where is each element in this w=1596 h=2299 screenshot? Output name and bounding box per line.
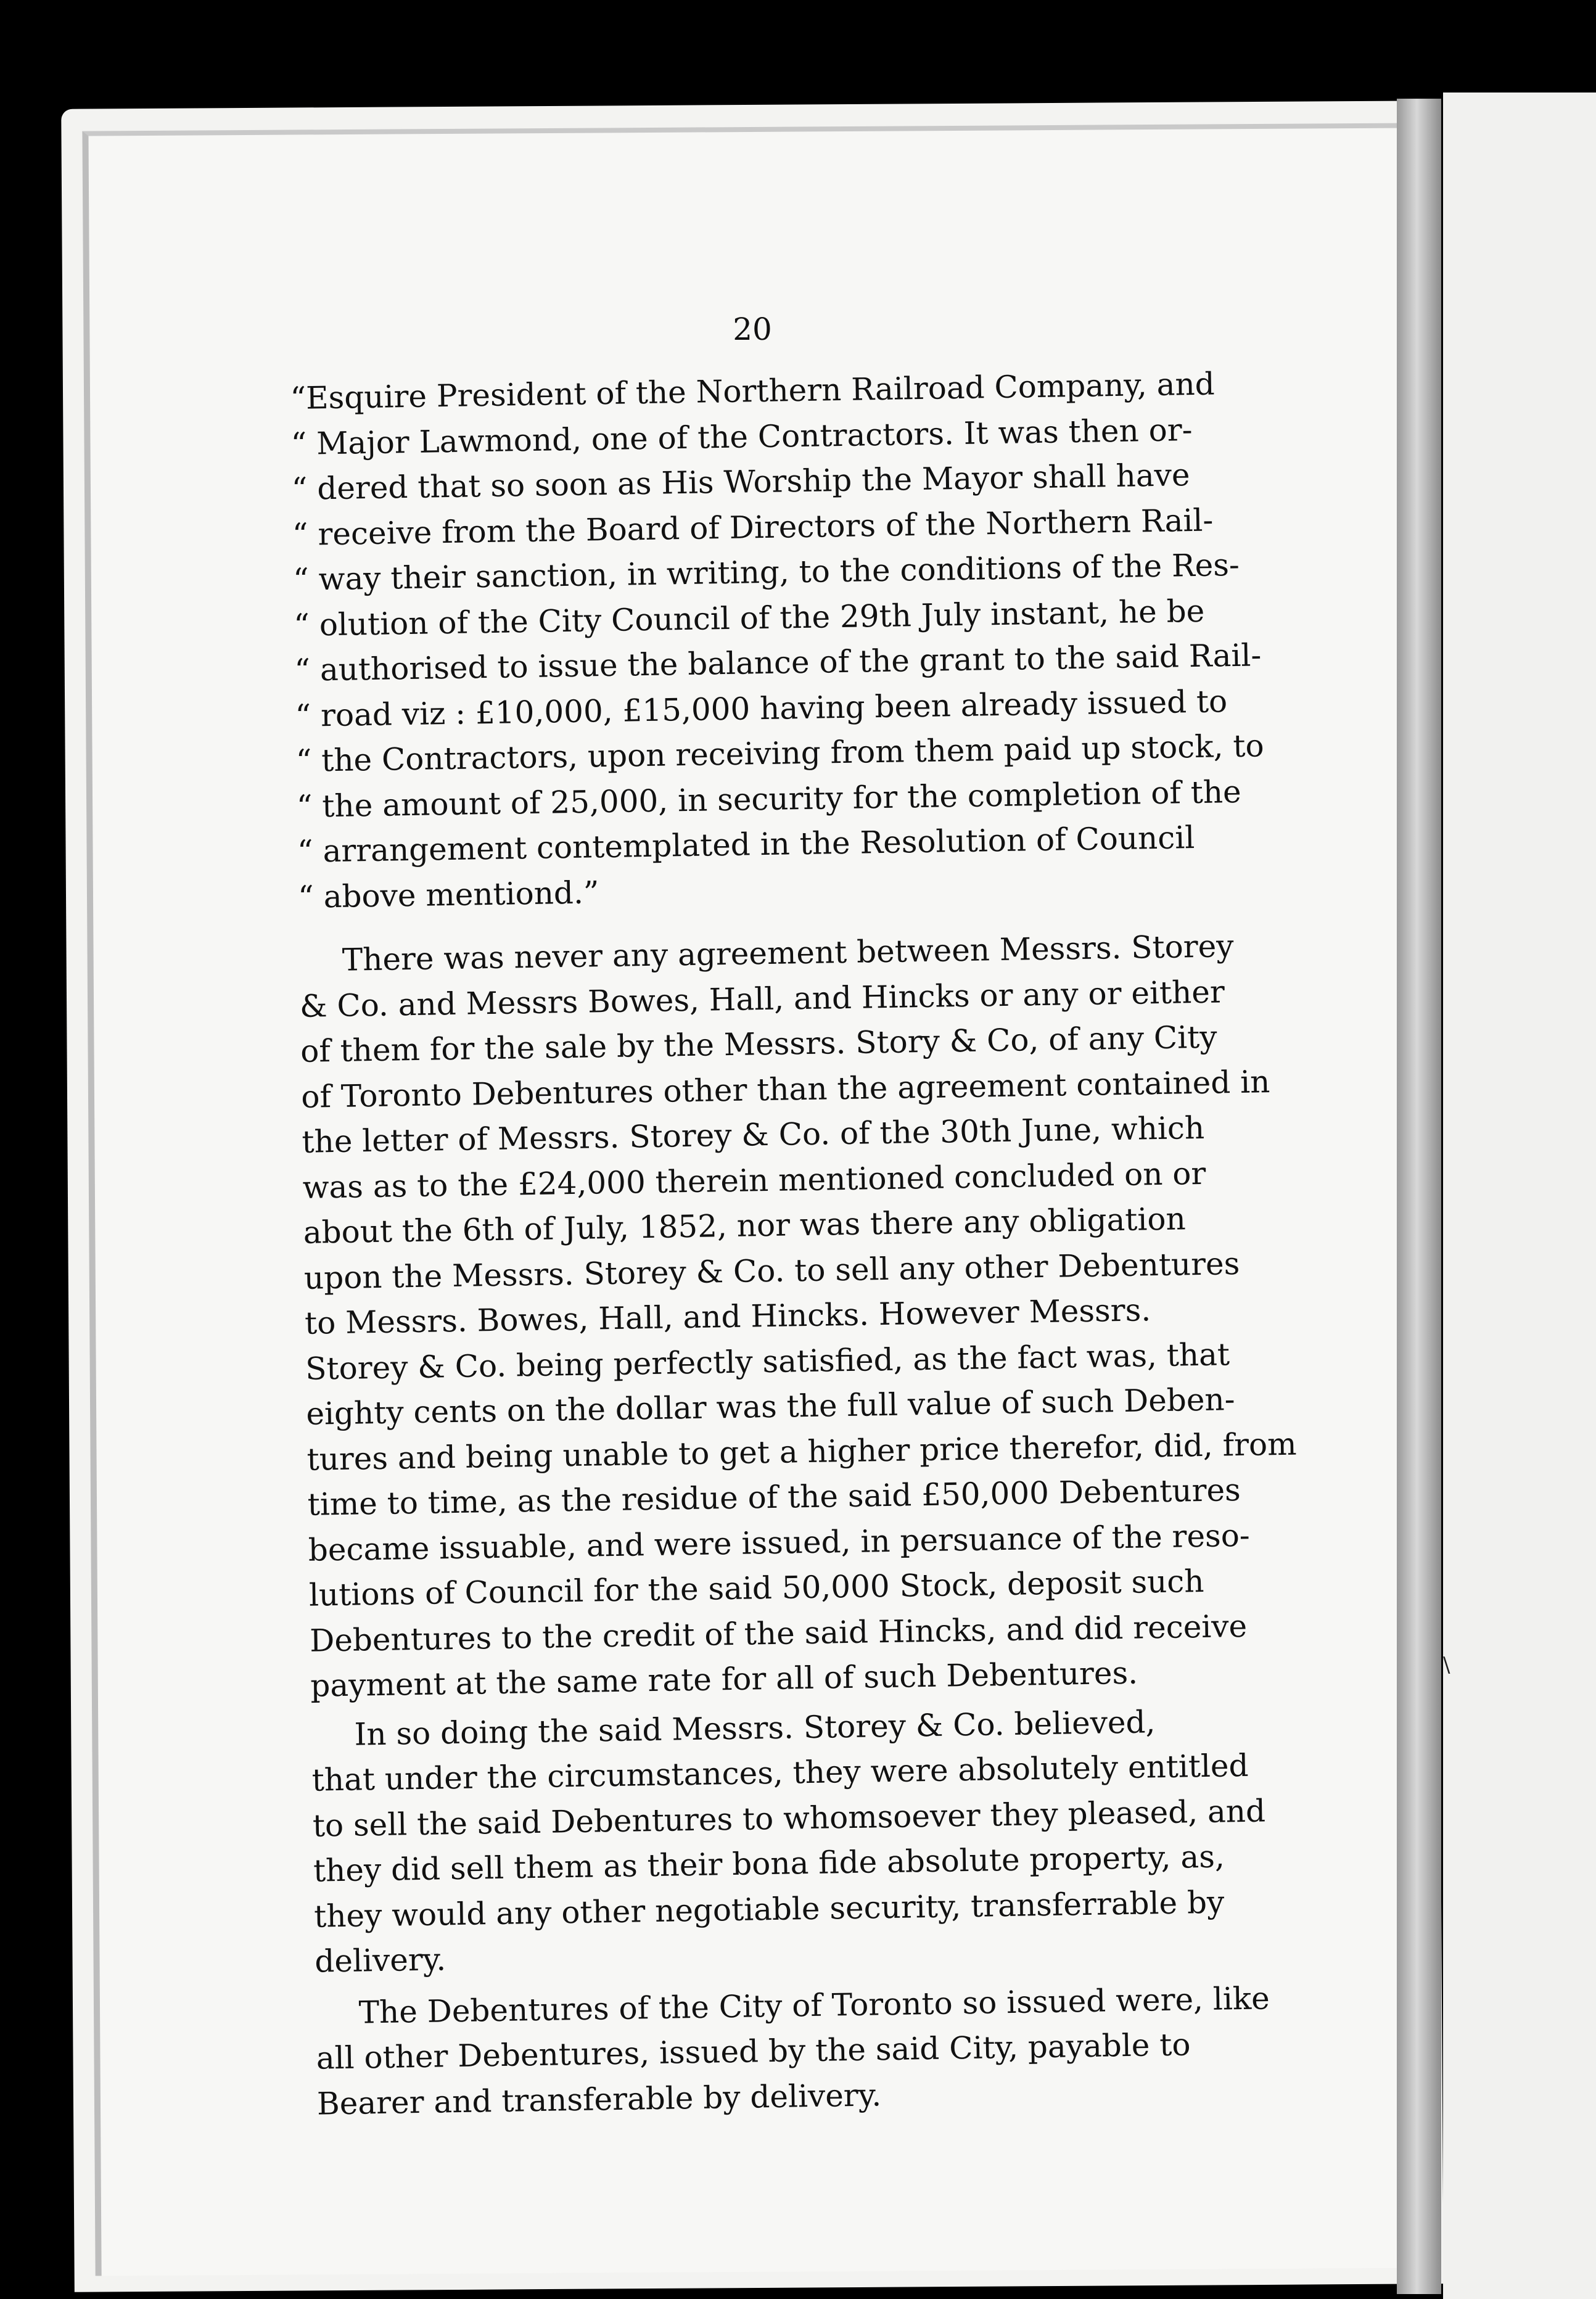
text-line: upon the Messrs. Storey & Co. to sell any other Debentures [303, 1245, 1240, 1296]
text-line: delivery. [314, 1941, 446, 1980]
text-line: all other Debentures, issued by the said City, payable to [316, 2026, 1191, 2076]
text-line: eighty cents on the dollar was the full value of such Deben- [305, 1381, 1235, 1432]
text-line: Bearer and transferable by delivery. [316, 2076, 882, 2122]
text-line: In so doing the said Messrs. Storey & Co. believed, [354, 1703, 1156, 1753]
page-text [290, 361, 1297, 2126]
text-line: “ Major Lawmond, one of the Contractors. It was then or- [290, 411, 1193, 462]
text-line: about the 6th of July, 1852, nor was there any obligation [303, 1201, 1187, 1251]
text-line: of them for the sale by the Messrs. Story & Co, of any City [300, 1019, 1217, 1069]
text-line: they would any other negotiable security, transferrable by [313, 1884, 1225, 1935]
text-line: “ road viz : £10,000, £15,000 having been already issued to [295, 683, 1228, 734]
book-spine [1397, 99, 1441, 2294]
text-line: to sell the said Debentures to whomsoever they pleased, and [312, 1792, 1266, 1844]
text-line: payment at the same rate for all of such Debentures. [310, 1655, 1138, 1704]
text-line: “ receive from the Board of Directors of the Northern Rail- [292, 502, 1214, 553]
margin-mark: \ [1443, 1653, 1450, 1677]
text-line: “ the Contractors, upon receiving from them paid up stock, to [295, 728, 1264, 779]
text-line: became issuable, and were issued, in persuance of the reso- [308, 1517, 1251, 1568]
text-line: that under the circumstances, they were absolutely entitled [311, 1747, 1249, 1798]
text-line: lutions of Council for the said 50,000 Stock, deposit such [308, 1563, 1204, 1613]
text-line: “ dered that so soon as His Worship the Mayor shall have [291, 457, 1190, 507]
text-line: “ way their sanction, in writing, to the conditions of the Res- [292, 546, 1240, 598]
text-line: Storey & Co. being perfectly satisfied, as the fact was, that [305, 1336, 1230, 1387]
text-line: time to time, as the residue of the said £50,000 Debentures [307, 1472, 1241, 1523]
text-line: The Debentures of the City of Toronto so issued were, like [358, 1980, 1270, 2031]
text-line: the letter of Messrs. Storey & Co. of the 30th June, which [302, 1109, 1205, 1160]
text-line: “Esquire President of the Northern Railroad Company, and [290, 366, 1216, 416]
text-line: & Co. and Messrs Bowes, Hall, and Hincks or any or either [299, 973, 1225, 1024]
text-line: There was never any agreement between Messrs. Storey [342, 928, 1234, 978]
text-line: to Messrs. Bowes, Hall, and Hincks. However Messrs. [304, 1292, 1151, 1341]
text-line: tures and being unable to get a higher price therefor, did, from [306, 1426, 1297, 1478]
book-page-right [1443, 93, 1596, 2299]
paragraph-belief [311, 1698, 1277, 1984]
text-line: “ authorised to issue the balance of the grant to the said Rail- [294, 637, 1262, 688]
page-number: 20 [733, 311, 772, 347]
paragraph-agreement [298, 923, 1297, 1709]
quote-paragraph [290, 361, 1264, 919]
text-line: was as to the £24,000 therein mentioned concluded on or [302, 1155, 1206, 1206]
text-line: “ above mentiond.” [297, 874, 599, 915]
text-line: they did sell them as their bona fide absolute property, as, [313, 1838, 1225, 1889]
paragraph-debentures [315, 1976, 1279, 2127]
text-line: “ the amount of 25,000, in security for the completion of the [296, 773, 1242, 825]
text-line: of Toronto Debentures other than the agreement contained in [300, 1063, 1270, 1115]
text-line: “ arrangement contemplated in the Resolution of Council [297, 820, 1195, 870]
text-line: “ olution of the City Council of the 29th July instant, he be [293, 593, 1205, 643]
text-line: Debentures to the credit of the said Hincks, and did receive [309, 1608, 1248, 1659]
